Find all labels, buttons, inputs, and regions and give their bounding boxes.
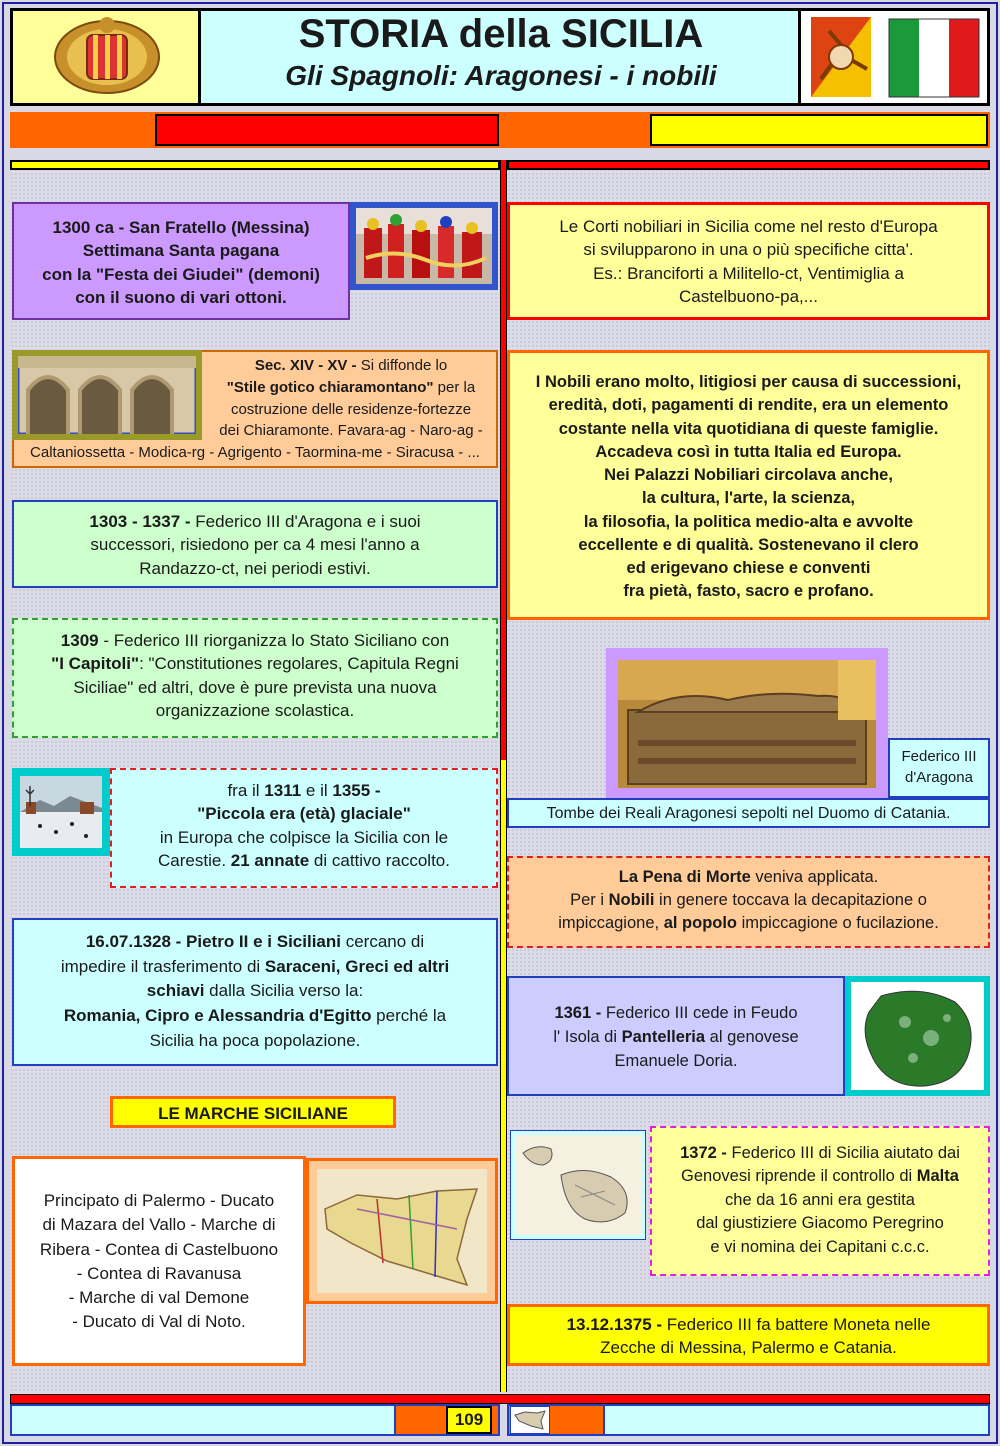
federico-1303-dates: 1303 - 1337 - (89, 512, 191, 531)
malta-l1-text: Federico III di Sicilia aiutato dai (726, 1144, 960, 1162)
pena-l3b: impiccagione o fucilazione. (737, 913, 939, 932)
nobili-line3: costante nella vita quotidiana di queste famiglie. (558, 419, 939, 438)
pantelleria-year: 1361 - (554, 1004, 602, 1022)
san-fratello-box (12, 202, 350, 320)
moneta-l1-text: Federico III fa battere Moneta nelle (662, 1315, 931, 1334)
malta-line4: dal giustiziere Giacomo Peregrino (696, 1214, 944, 1233)
moneta-line1 (516, 1313, 981, 1336)
federico-label-line2: d'Aragona (905, 769, 973, 786)
chiaramonte-arches-photo (12, 350, 202, 440)
nobili-line6: la cultura, l'arte, la scienza, (641, 489, 856, 508)
malta-line3: che da 16 anni era gestita (725, 1190, 915, 1209)
gotico-line5: Caltaniossetta - Modica-rg - Agrigento - Taormina-me - Siracusa - ... (30, 444, 480, 461)
federico-1303-line1 (20, 510, 490, 533)
capitoli-line4: organizzazione scolastica. (155, 701, 355, 721)
pena-line3 (515, 912, 982, 935)
pietro-line3 (20, 979, 490, 1004)
capitoli-year: 1309 (60, 631, 99, 650)
pietro-l2-bold: Saraceni, Greci ed altri (264, 956, 450, 976)
malta-line2 (658, 1165, 982, 1188)
pena-line1 (515, 866, 982, 889)
capitoli-line3: Siciliae" ed altri, dove è pure prevista una nuova (73, 677, 437, 697)
center-divider-red (500, 160, 507, 760)
marche-line3: Ribera - Contea di Castelbuono (39, 1239, 279, 1259)
capitoli-line1-text: - Federico III riorganizza lo Stato Siciliano con (98, 631, 450, 650)
malta-line5: e vi nomina dei Capitani c.c.c. (710, 1237, 930, 1256)
glaciale-l1a: fra il (227, 781, 265, 800)
right-top-rule (507, 160, 990, 170)
federico-1303-box (12, 500, 498, 588)
pena-l2b: in genere toccava la decapitazione o (654, 890, 927, 909)
gotico-century: Sec. XIV - XV - (254, 357, 357, 374)
marche-line2: di Mazara del Vallo - Marche di (42, 1215, 276, 1235)
gotico-style-name: "Stile gotico chiaramontano" (226, 378, 434, 396)
glaciale-box (110, 768, 498, 888)
malta-map (510, 1130, 646, 1240)
pena-line2 (515, 889, 982, 912)
pena-l1-text: veniva applicata. (750, 868, 879, 886)
capitoli-line2-text: : "Constitutiones regolares, Capitula Regni (139, 654, 459, 674)
san-fratello-line1: 1300 ca - San Fratello (Messina) (52, 218, 310, 237)
pietro-destinations: Romania, Cipro e Alessandria d'Egitto (63, 1005, 372, 1025)
malta-box (650, 1126, 990, 1276)
san-fratello-line4: con il suono di vari ottoni. (75, 288, 287, 308)
federico-1303-line2: successori, risiedono per ca 4 mesi l'anno a (90, 535, 420, 555)
glaciale-line3: in Europa che colpisce la Sicilia con le (159, 827, 449, 847)
federico-label (888, 738, 990, 798)
gotico-line2 (210, 377, 492, 399)
pietro-l4-text: perché la (371, 1005, 447, 1025)
pantelleria-line2 (515, 1026, 837, 1050)
pena-box (507, 856, 990, 948)
footer-map-thumbnail (510, 1406, 550, 1434)
nobili-line4: Accadeva così in tutta Italia ed Europa. (595, 442, 902, 461)
pena-title: La Pena di Morte (618, 868, 751, 886)
coat-of-arms-left (13, 11, 201, 103)
marche-title: LE MARCHE SICILIANE (110, 1096, 396, 1128)
pietro-line2 (20, 955, 490, 980)
san-fratello-line2: Settimana Santa pagana (82, 241, 280, 261)
pantelleria-l2a: l' Isola di (553, 1027, 622, 1046)
pena-nobili: Nobili (608, 890, 655, 909)
gotico-line3: costruzione delle residenze-fortezze (230, 400, 472, 418)
nobili-box (507, 350, 990, 620)
marche-line5: - Marche di val Demone (68, 1288, 250, 1308)
stripe-red (155, 114, 499, 146)
pietro-l2-text: impedire il trasferimento di (60, 956, 265, 976)
pantelleria-l2b: al genovese (705, 1027, 799, 1046)
pantelleria-line3: Emanuele Doria. (614, 1051, 738, 1070)
glaciale-l4b: di cattivo raccolto. (309, 851, 450, 871)
glaciale-line2: "Piccola era (età) glaciale" (197, 804, 411, 824)
footer-red-bar (10, 1394, 990, 1404)
pantelleria-line1 (515, 1002, 837, 1026)
capitoli-line2 (20, 652, 490, 675)
malta-name: Malta (916, 1167, 959, 1186)
pietro-date: 16.07.1328 - Pietro II e i Siciliani (85, 932, 341, 951)
corti-line1: Le Corti nobiliari in Sicilia come nel resto d'Europa (559, 217, 938, 236)
malta-line1 (658, 1142, 982, 1165)
capitoli-1309-box (12, 618, 498, 738)
trinacria-flag-icon (801, 11, 990, 103)
moneta-box (507, 1304, 990, 1366)
pantelleria-name: Pantelleria (621, 1027, 706, 1046)
moneta-date: 13.12.1375 - (566, 1315, 663, 1334)
center-divider-yellow (500, 760, 507, 1392)
nobili-line1: I Nobili erano molto, litigiosi per causa di successioni, (535, 373, 962, 391)
tomb-photo (606, 648, 888, 798)
nobili-line2: eredità, doti, pagamenti di rendite, era un elemento (548, 396, 949, 415)
glaciale-year-end: 1355 - (332, 781, 381, 800)
moneta-line2: Zecche di Messina, Palermo e Catania. (600, 1338, 897, 1358)
nobili-line7: la filosofia, la politica medio-alta e avvolte (583, 512, 914, 531)
federico-1303-line1-text: Federico III d'Aragona e i suoi (190, 512, 421, 531)
nobili-line5: Nei Palazzi Nobiliari circolava anche, (604, 466, 893, 484)
nobili-line8: eccellente e di qualità. Sostenevano il clero (578, 535, 919, 554)
marche-line4: - Contea di Ravanusa (76, 1263, 242, 1283)
tombe-caption: Tombe dei Reali Aragonesi sepolti nel Duomo di Catania. (507, 798, 990, 828)
glaciale-year-start: 1311 (264, 781, 302, 800)
pantelleria-box (507, 976, 845, 1096)
federico-label-line1: Federico III (901, 748, 977, 765)
pietro-line1 (20, 930, 490, 955)
glaciale-l4a: Carestie. (158, 851, 231, 871)
glaciale-line4 (118, 849, 490, 872)
marche-line6: - Ducato di Val di Noto. (72, 1312, 246, 1332)
winter-landscape-painting (12, 768, 110, 856)
flag-panel (798, 11, 987, 103)
gotico-line2-text: per la (433, 378, 476, 396)
malta-l2-text: Genovesi riprende il controllo di (681, 1167, 917, 1186)
glaciale-annate: 21 annate (230, 851, 310, 871)
gotico-line1-text: Si diffonde lo (356, 357, 448, 374)
pietro-l1-text: cercano di (340, 932, 425, 951)
marche-line1: Principato di Palermo - Ducato (43, 1191, 275, 1210)
gotico-line4: dei Chiaramonte. Favara-ag - Naro-ag - (219, 422, 483, 440)
stripe-yellow (650, 114, 988, 146)
corti-line2: si svilupparono in una o più specifiche citta'. (583, 240, 914, 260)
corti-line3: Es.: Branciforti a Militello-ct, Ventimiglia a (593, 263, 904, 283)
corti-line4: Castelbuono-pa,... (679, 287, 818, 307)
pena-popolo: al popolo (663, 913, 738, 932)
pietro-l3-text: dalla Sicilia verso la: (204, 981, 364, 1001)
pietro-l3-bold: schiavi (146, 981, 205, 1001)
pietro-line4 (20, 1004, 490, 1029)
left-top-rule (10, 160, 500, 170)
marche-box (12, 1156, 306, 1366)
pena-l3a: impiccagione, (558, 913, 664, 932)
pietro-line5: Sicilia ha poca popolazione. (149, 1030, 361, 1050)
nobili-line10: fra pietà, fasto, sacro e profano. (623, 582, 874, 601)
capitoli-line1 (20, 629, 490, 652)
pantelleria-map (845, 976, 990, 1096)
page-subtitle: Gli Spagnoli: Aragonesi - i nobili (285, 60, 717, 91)
page-number: 109 (446, 1406, 492, 1434)
pietro-1328-box (12, 918, 498, 1066)
gotico-line1 (210, 355, 492, 377)
festa-giudei-photo (350, 202, 498, 290)
glaciale-line1 (118, 779, 490, 802)
pantelleria-l1-text: Federico III cede in Feudo (601, 1004, 798, 1022)
corti-box (507, 202, 990, 320)
capitoli-name: "I Capitoli" (51, 654, 140, 674)
page-title: STORIA della SICILIA (298, 12, 704, 56)
san-fratello-line3: con la "Festa dei Giudei" (demoni) (42, 264, 320, 284)
glaciale-l1b: e il (301, 781, 333, 800)
pena-l2a: Per i (570, 890, 609, 909)
federico-1303-line3: Randazzo-ct, nei periodi estivi. (139, 558, 371, 578)
malta-year: 1372 - (680, 1144, 727, 1162)
nobili-line9: ed erigevano chiese e conventi (626, 559, 871, 577)
sicily-marche-map (306, 1158, 498, 1304)
